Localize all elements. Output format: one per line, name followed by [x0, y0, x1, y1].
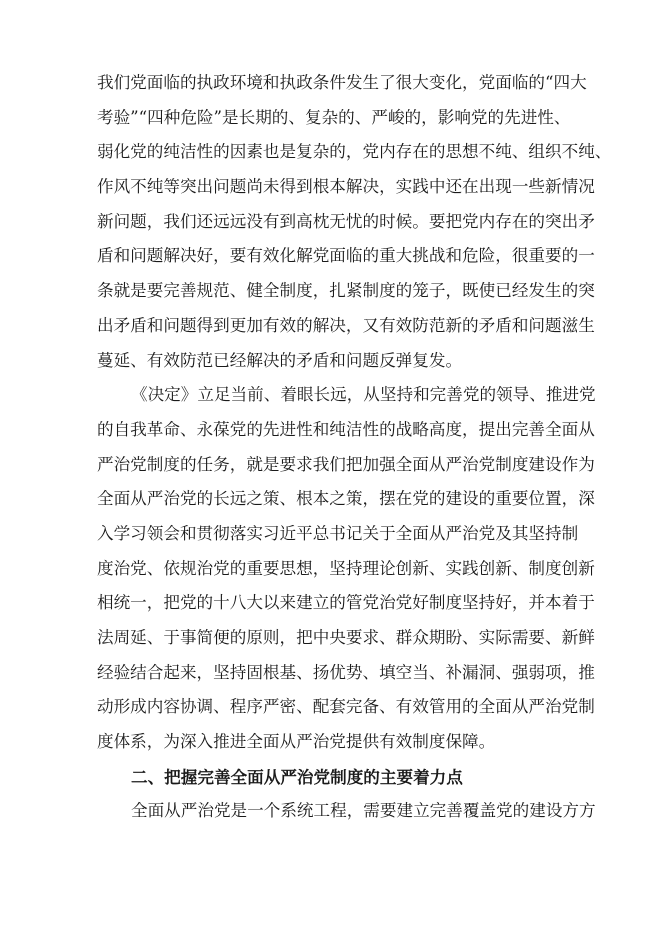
text-line: 新问题，我们还远远没有到高枕无忧的时候。要把党内存在的突出矛: [97, 211, 595, 231]
text-line: 度体系，为深入推进全面从严治党提供有效制度保障。: [97, 732, 496, 752]
text-line: 《决定》立足当前、着眼长远，从坚持和完善党的领导、推进党: [131, 385, 596, 405]
text-line: 度治党、依规治党的重要思想，坚持理论创新、实践创新、制度创新: [97, 558, 595, 578]
text-line: 入学习领会和贯彻落实习近平总书记关于全面从严治党及其坚持制: [97, 523, 579, 543]
text-line: 蔓延、有效防范已经解决的矛盾和问题反弹复发。: [97, 350, 463, 370]
section-heading: 二、把握完善全面从严治党制度的主要着力点: [131, 766, 463, 787]
text-line: 弱化党的纯洁性的因素也是复杂的，党内存在的思想不纯、组织不纯、: [97, 142, 612, 162]
text-line: 考验”“四种危险”是长期的、复杂的、严峻的，影响党的先进性、: [97, 107, 571, 127]
text-line: 经验结合起来，坚持固根基、扬优势、填空当、补漏洞、强弱项，推: [97, 662, 595, 682]
text-line: 作风不纯等突出问题尚未得到根本解决，实践中还在出现一些新情况: [97, 177, 595, 197]
text-line: 严治党制度的任务，就是要求我们把加强全面从严治党制度建设作为: [97, 454, 595, 474]
text-line: 出矛盾和问题得到更加有效的解决，又有效防范新的矛盾和问题滋生: [97, 315, 595, 335]
text-line: 法周延、于事简便的原则，把中央要求、群众期盼、实际需要、新鲜: [97, 628, 595, 647]
text-line: 我们党面临的执政环境和执政条件发生了很大变化，党面临的“四大: [97, 73, 587, 92]
text-line: 条就是要完善规范、健全制度，扎紧制度的笼子，既使已经发生的突: [97, 281, 595, 301]
text-line: 相统一，把党的十八大以来建立的管党治党好制度坚持好，并本着于: [97, 593, 595, 613]
text-line: 的自我革命、永葆党的先进性和纯洁性的战略高度，提出完善全面从: [97, 419, 595, 439]
text-line: 全面从严治党的长远之策、根本之策，摆在党的建设的重要位置，深: [97, 489, 595, 509]
paragraph-2: [97, 378, 596, 760]
text-line: 全面从严治党是一个系统工程，需要建立完善覆盖党的建设方方: [131, 801, 596, 821]
document-page: [97, 66, 612, 829]
text-line: 动形成内容协调、程序严密、配套完备、有效管用的全面从严治党制: [97, 697, 595, 717]
text-line: 盾和问题解决好，要有效化解党面临的重大挑战和危险，很重要的一: [97, 246, 595, 266]
paragraph-1: [97, 66, 612, 378]
